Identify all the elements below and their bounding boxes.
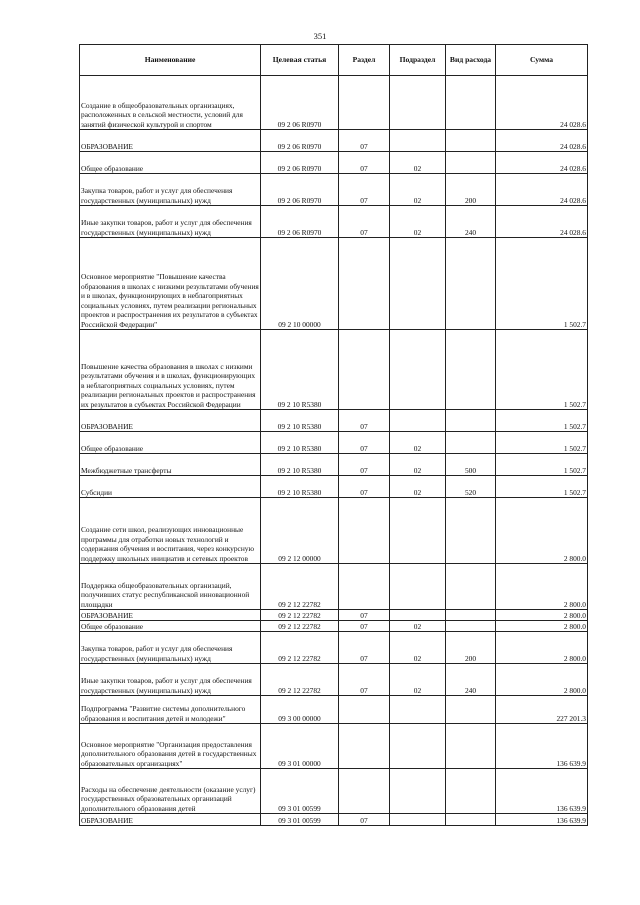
row-target: 09 3 01 00599	[261, 769, 339, 814]
page-number: 351	[313, 31, 327, 41]
row-section: 07	[339, 432, 390, 454]
row-expense-type	[446, 330, 496, 410]
row-target: 09 2 10 R5380	[261, 432, 339, 454]
row-subsection	[390, 410, 446, 432]
row-name: Общее образование	[80, 621, 261, 632]
row-subsection: 02	[390, 206, 446, 238]
row-expense-type	[446, 432, 496, 454]
row-sum: 2 800.0	[496, 664, 588, 696]
table-row	[80, 664, 588, 696]
header-expense-type: Вид расхода	[446, 45, 496, 76]
row-target: 09 2 12 22782	[261, 664, 339, 696]
row-section: 07	[339, 476, 390, 498]
row-sum: 1 502.7	[496, 238, 588, 330]
row-name: Подпрограмма "Развитие системы дополнительного образования и воспитания детей и молодежи"	[80, 696, 261, 724]
row-subsection: 02	[390, 432, 446, 454]
table-header-row	[80, 45, 588, 76]
row-sum: 1 502.7	[496, 410, 588, 432]
row-target: 09 2 06 R0970	[261, 206, 339, 238]
row-section: 07	[339, 454, 390, 476]
row-subsection	[390, 498, 446, 564]
row-expense-type: 500	[446, 454, 496, 476]
table-row	[80, 432, 588, 454]
row-section: 07	[339, 610, 390, 621]
row-subsection	[390, 330, 446, 410]
header-sum: Сумма	[496, 45, 588, 76]
row-target: 09 2 10 R5380	[261, 454, 339, 476]
row-target: 09 2 10 R5380	[261, 476, 339, 498]
row-sum: 2 800.0	[496, 564, 588, 610]
row-name: Основное мероприятие "Повышение качества образования в школах с низкими результатами обучения и в школах, функционирующих в неблагоприятных социальных условиях, путем реализации региональных проектов и распространения их результатов в субъектах Российской Федерации"	[80, 238, 261, 330]
row-expense-type	[446, 724, 496, 769]
row-expense-type	[446, 564, 496, 610]
row-name: Общее образование	[80, 152, 261, 174]
row-name: Расходы на обеспечение деятельности (оказание услуг) государственных образовательных организаций дополнительного образования детей	[80, 769, 261, 814]
table-row	[80, 410, 588, 432]
row-name: Закупка товаров, работ и услуг для обеспечения государственных (муниципальных) нужд	[80, 632, 261, 664]
row-section: 07	[339, 206, 390, 238]
row-target: 09 3 01 00000	[261, 724, 339, 769]
header-section: Раздел	[339, 45, 390, 76]
row-subsection	[390, 610, 446, 621]
row-expense-type	[446, 696, 496, 724]
row-section: 07	[339, 814, 390, 826]
row-target: 09 2 10 R5380	[261, 330, 339, 410]
row-expense-type	[446, 621, 496, 632]
row-name: Иные закупки товаров, работ и услуг для обеспечения государственных (муниципальных) нужд	[80, 664, 261, 696]
row-sum: 136 639.9	[496, 814, 588, 826]
row-section: 07	[339, 632, 390, 664]
row-expense-type: 200	[446, 632, 496, 664]
row-subsection	[390, 724, 446, 769]
row-sum: 2 800.0	[496, 632, 588, 664]
row-expense-type	[446, 498, 496, 564]
table-row	[80, 330, 588, 410]
row-sum: 136 639.9	[496, 724, 588, 769]
row-name: Повышение качества образования в школах с низкими результатами обучения и в школах, функционирующих в неблагоприятных социальных условиях, путем реализации региональных проектов и распространения их результатов в субъектах Российской Федерации	[80, 330, 261, 410]
row-expense-type: 240	[446, 664, 496, 696]
row-expense-type	[446, 410, 496, 432]
row-sum: 2 800.0	[496, 610, 588, 621]
row-section	[339, 769, 390, 814]
row-sum: 136 639.9	[496, 769, 588, 814]
row-target: 09 2 06 R0970	[261, 152, 339, 174]
row-subsection	[390, 130, 446, 152]
row-target: 09 2 12 22782	[261, 564, 339, 610]
row-subsection	[390, 814, 446, 826]
table-row	[80, 814, 588, 826]
row-name: Основное мероприятие "Организация предоставления дополнительного образования детей в государственных образовательных организациях"	[80, 724, 261, 769]
row-sum: 2 800.0	[496, 498, 588, 564]
row-expense-type: 240	[446, 206, 496, 238]
header-target: Целевая статья	[261, 45, 339, 76]
row-name: Создание сети школ, реализующих инновационные программы для отработки новых технологий и содержания обучения и воспитания, через конкурсную поддержку школьных инициатив и сетевых проектов	[80, 498, 261, 564]
row-expense-type: 520	[446, 476, 496, 498]
table-row	[80, 174, 588, 206]
row-expense-type	[446, 610, 496, 621]
table-row	[80, 476, 588, 498]
row-name: Субсидии	[80, 476, 261, 498]
row-sum: 24 028.6	[496, 152, 588, 174]
row-section	[339, 696, 390, 724]
table-row	[80, 610, 588, 621]
row-target: 09 2 10 R5380	[261, 410, 339, 432]
table-row	[80, 696, 588, 724]
row-subsection: 02	[390, 174, 446, 206]
row-target: 09 2 12 22782	[261, 621, 339, 632]
table-row	[80, 130, 588, 152]
row-subsection: 02	[390, 152, 446, 174]
row-expense-type	[446, 814, 496, 826]
row-name: ОБРАЗОВАНИЕ	[80, 814, 261, 826]
row-name: Создание в общеобразовательных организациях, расположенных в сельской местности, условий для занятий физической культурой и спортом	[80, 76, 261, 130]
row-subsection	[390, 76, 446, 130]
row-subsection	[390, 769, 446, 814]
row-subsection: 02	[390, 632, 446, 664]
row-sum: 24 028.6	[496, 206, 588, 238]
row-section: 07	[339, 152, 390, 174]
row-expense-type	[446, 769, 496, 814]
row-target: 09 2 12 22782	[261, 632, 339, 664]
row-subsection: 02	[390, 476, 446, 498]
row-section	[339, 564, 390, 610]
row-section	[339, 724, 390, 769]
row-name: Иные закупки товаров, работ и услуг для обеспечения государственных (муниципальных) нужд	[80, 206, 261, 238]
budget-table	[79, 44, 588, 826]
row-subsection: 02	[390, 454, 446, 476]
row-subsection: 02	[390, 664, 446, 696]
row-section: 07	[339, 664, 390, 696]
row-name: ОБРАЗОВАНИЕ	[80, 130, 261, 152]
row-expense-type	[446, 152, 496, 174]
table-row	[80, 498, 588, 564]
row-section: 07	[339, 410, 390, 432]
row-sum: 2 800.0	[496, 621, 588, 632]
row-subsection: 02	[390, 621, 446, 632]
table-row	[80, 769, 588, 814]
row-expense-type	[446, 76, 496, 130]
row-target: 09 3 00 00000	[261, 696, 339, 724]
row-sum: 1 502.7	[496, 330, 588, 410]
table-row	[80, 724, 588, 769]
row-expense-type: 200	[446, 174, 496, 206]
row-target: 09 2 06 R0970	[261, 174, 339, 206]
table-row	[80, 206, 588, 238]
row-sum: 24 028.6	[496, 76, 588, 130]
row-subsection	[390, 696, 446, 724]
table-row	[80, 621, 588, 632]
header-name: Наименование	[80, 45, 261, 76]
row-section	[339, 76, 390, 130]
row-name: Межбюджетные трансферты	[80, 454, 261, 476]
row-expense-type	[446, 238, 496, 330]
row-name: Общее образование	[80, 432, 261, 454]
row-section	[339, 498, 390, 564]
table-body	[80, 76, 588, 826]
table-row	[80, 152, 588, 174]
row-target: 09 2 10 00000	[261, 238, 339, 330]
row-subsection	[390, 564, 446, 610]
row-section: 07	[339, 621, 390, 632]
row-sum: 1 502.7	[496, 476, 588, 498]
row-name: Закупка товаров, работ и услуг для обеспечения государственных (муниципальных) нужд	[80, 174, 261, 206]
row-sum: 24 028.6	[496, 174, 588, 206]
row-target: 09 2 06 R0970	[261, 130, 339, 152]
row-sum: 1 502.7	[496, 454, 588, 476]
table-row	[80, 454, 588, 476]
row-section	[339, 330, 390, 410]
header-subsection: Подраздел	[390, 45, 446, 76]
row-target: 09 2 06 R0970	[261, 76, 339, 130]
table-row	[80, 564, 588, 610]
table-row	[80, 632, 588, 664]
row-name: ОБРАЗОВАНИЕ	[80, 410, 261, 432]
row-name: Поддержка общеобразовательных организаций, получивших статус республиканской инновационной площадки	[80, 564, 261, 610]
table-row	[80, 238, 588, 330]
row-section	[339, 238, 390, 330]
row-target: 09 2 12 00000	[261, 498, 339, 564]
row-subsection	[390, 238, 446, 330]
row-section: 07	[339, 130, 390, 152]
row-sum: 1 502.7	[496, 432, 588, 454]
row-section: 07	[339, 174, 390, 206]
row-target: 09 3 01 00599	[261, 814, 339, 826]
row-name: ОБРАЗОВАНИЕ	[80, 610, 261, 621]
row-sum: 24 028.6	[496, 130, 588, 152]
row-sum: 227 201.3	[496, 696, 588, 724]
table-row	[80, 76, 588, 130]
row-target: 09 2 12 22782	[261, 610, 339, 621]
row-expense-type	[446, 130, 496, 152]
